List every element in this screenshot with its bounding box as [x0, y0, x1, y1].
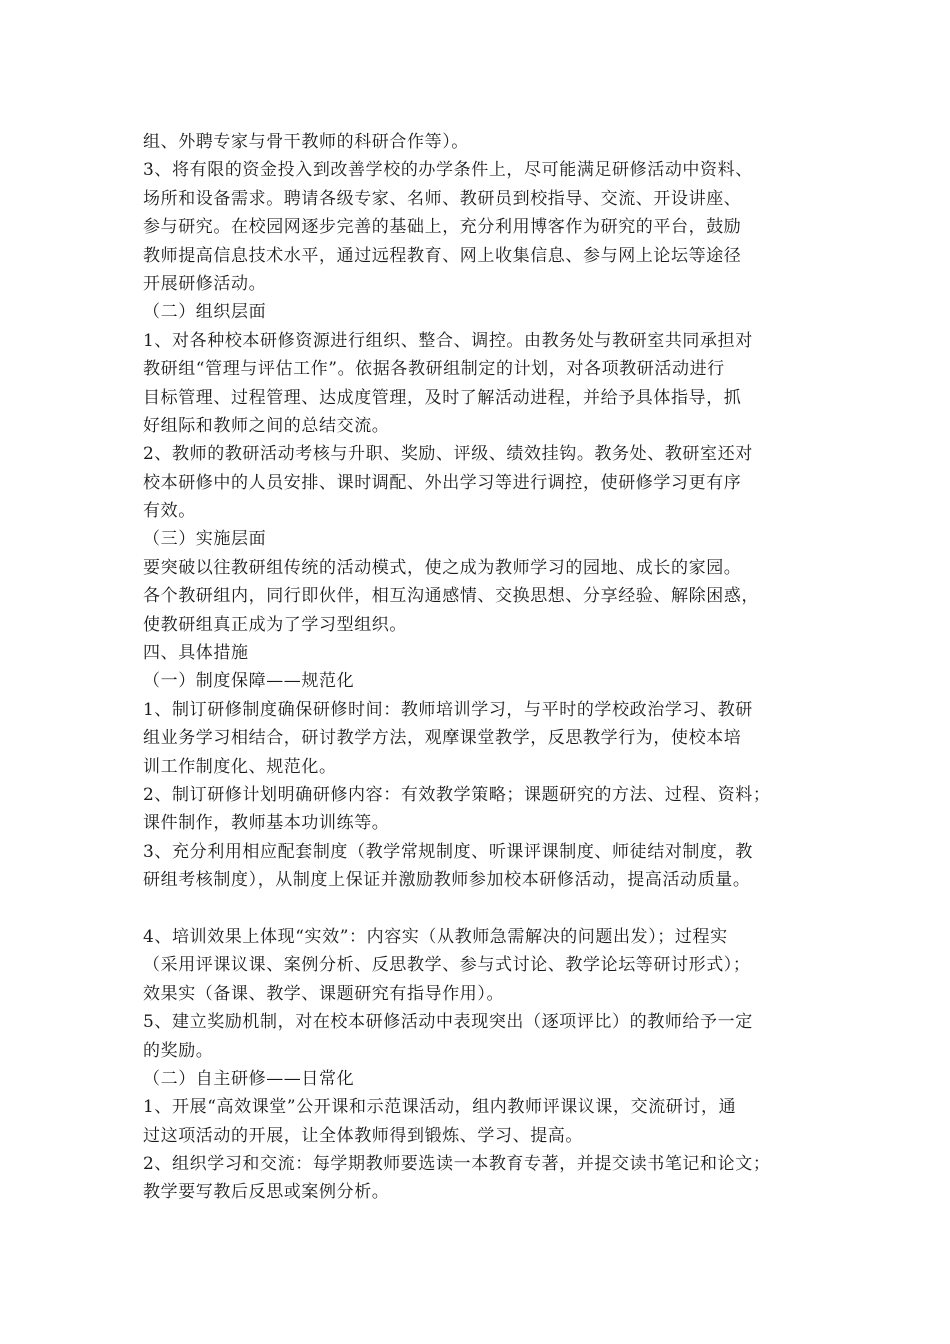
text-line: 3、充分利用相应配套制度（教学常规制度、听课评课制度、师徒结对制度，教	[143, 841, 753, 862]
document-body	[143, 128, 815, 1207]
text-line: 1、对各种校本研修资源进行组织、整合、调控。由教务处与教研室共同承担对	[143, 330, 753, 351]
text-line: 2、组织学习和交流：每学期教师要选读一本教育专著，并提交读书笔记和论文；	[143, 1154, 771, 1175]
text-line: 开展研修活动。	[143, 273, 267, 294]
text-line: 3、将有限的资金投入到改善学校的办学条件上，尽可能满足研修活动中资料、	[143, 160, 753, 181]
text-line: 研组考核制度），从制度上保证并激励教师参加校本研修活动，提高活动质量。	[143, 870, 751, 891]
text-line: 教研组“管理与评估工作”。依据各教研组制定的计划，对各项教研活动进行	[143, 359, 725, 380]
section-heading: 四、具体措施	[143, 643, 249, 664]
text-line: 课件制作，教师基本功训练等。	[143, 813, 390, 834]
section-heading: （二）组织层面	[143, 302, 267, 323]
text-line: 的奖励。	[143, 1040, 214, 1061]
text-line: 1、制订研修制度确保研修时间：教师培训学习，与平时的学校政治学习、教研	[143, 699, 753, 720]
text-line: 4、培训效果上体现“实效”：内容实（从教师急需解决的问题出发）；过程实	[143, 926, 728, 947]
text-line: 组、外聘专家与骨干教师的科研合作等）。	[143, 132, 469, 152]
text-line: 场所和设备需求。聘请各级专家、名师、教研员到校指导、交流、开设讲座、	[143, 188, 742, 209]
text-line: 使教研组真正成为了学习型组织。	[143, 614, 407, 635]
text-line: 过这项活动的开展，让全体教师得到锻炼、学习、提高。	[143, 1125, 583, 1146]
text-line: 训工作制度化、规范化。	[143, 756, 337, 777]
text-line: 2、教师的教研活动考核与升职、奖励、评级、绩效挂钩。教务处、教研室还对	[143, 444, 753, 465]
section-heading: （一）制度保障——规范化	[143, 671, 355, 692]
text-line: 好组际和教师之间的总结交流。	[143, 415, 390, 436]
blank-line	[143, 895, 815, 923]
text-line: 教师提高信息技术水平，通过远程教育、网上收集信息、参与网上论坛等途径	[143, 245, 742, 266]
text-line: 教学要写教后反思或案例分析。	[143, 1182, 390, 1203]
text-line: 校本研修中的人员安排、课时调配、外出学习等进行调控，使研修学习更有序	[143, 472, 742, 493]
text-line: 2、制订研修计划明确研修内容：有效教学策略；课题研究的方法、过程、资料；	[143, 784, 771, 805]
text-line: （采用评课议课、案例分析、反思教学、参与式讨论、教学论坛等研讨形式）；	[143, 955, 751, 976]
text-line: 5、建立奖励机制，对在校本研修活动中表现突出（逐项评比）的教师给予一定	[143, 1012, 753, 1033]
text-line: 各个教研组内，同行即伙伴，相互沟通感情、交换思想、分享经验、解除困惑，	[143, 586, 759, 607]
section-heading: （三）实施层面	[143, 529, 267, 550]
text-line: 组业务学习相结合，研讨教学方法，观摩课堂教学，反思教学行为，使校本培	[143, 728, 742, 749]
text-line: 要突破以往教研组传统的活动模式，使之成为教师学习的园地、成长的家园。	[143, 557, 742, 578]
text-line: 目标管理、过程管理、达成度管理，及时了解活动进程，并给予具体指导，抓	[143, 387, 742, 408]
text-line: 1、开展“高效课堂”公开课和示范课活动，组内教师评课议课，交流研讨，通	[143, 1097, 737, 1118]
text-line: 参与研究。在校园网逐步完善的基础上，充分利用博客作为研究的平台，鼓励	[143, 217, 742, 238]
text-line: 效果实（备课、教学、课题研究有指导作用）。	[143, 983, 505, 1004]
section-heading: （二）自主研修——日常化	[143, 1068, 355, 1089]
text-line: 有效。	[143, 501, 196, 522]
